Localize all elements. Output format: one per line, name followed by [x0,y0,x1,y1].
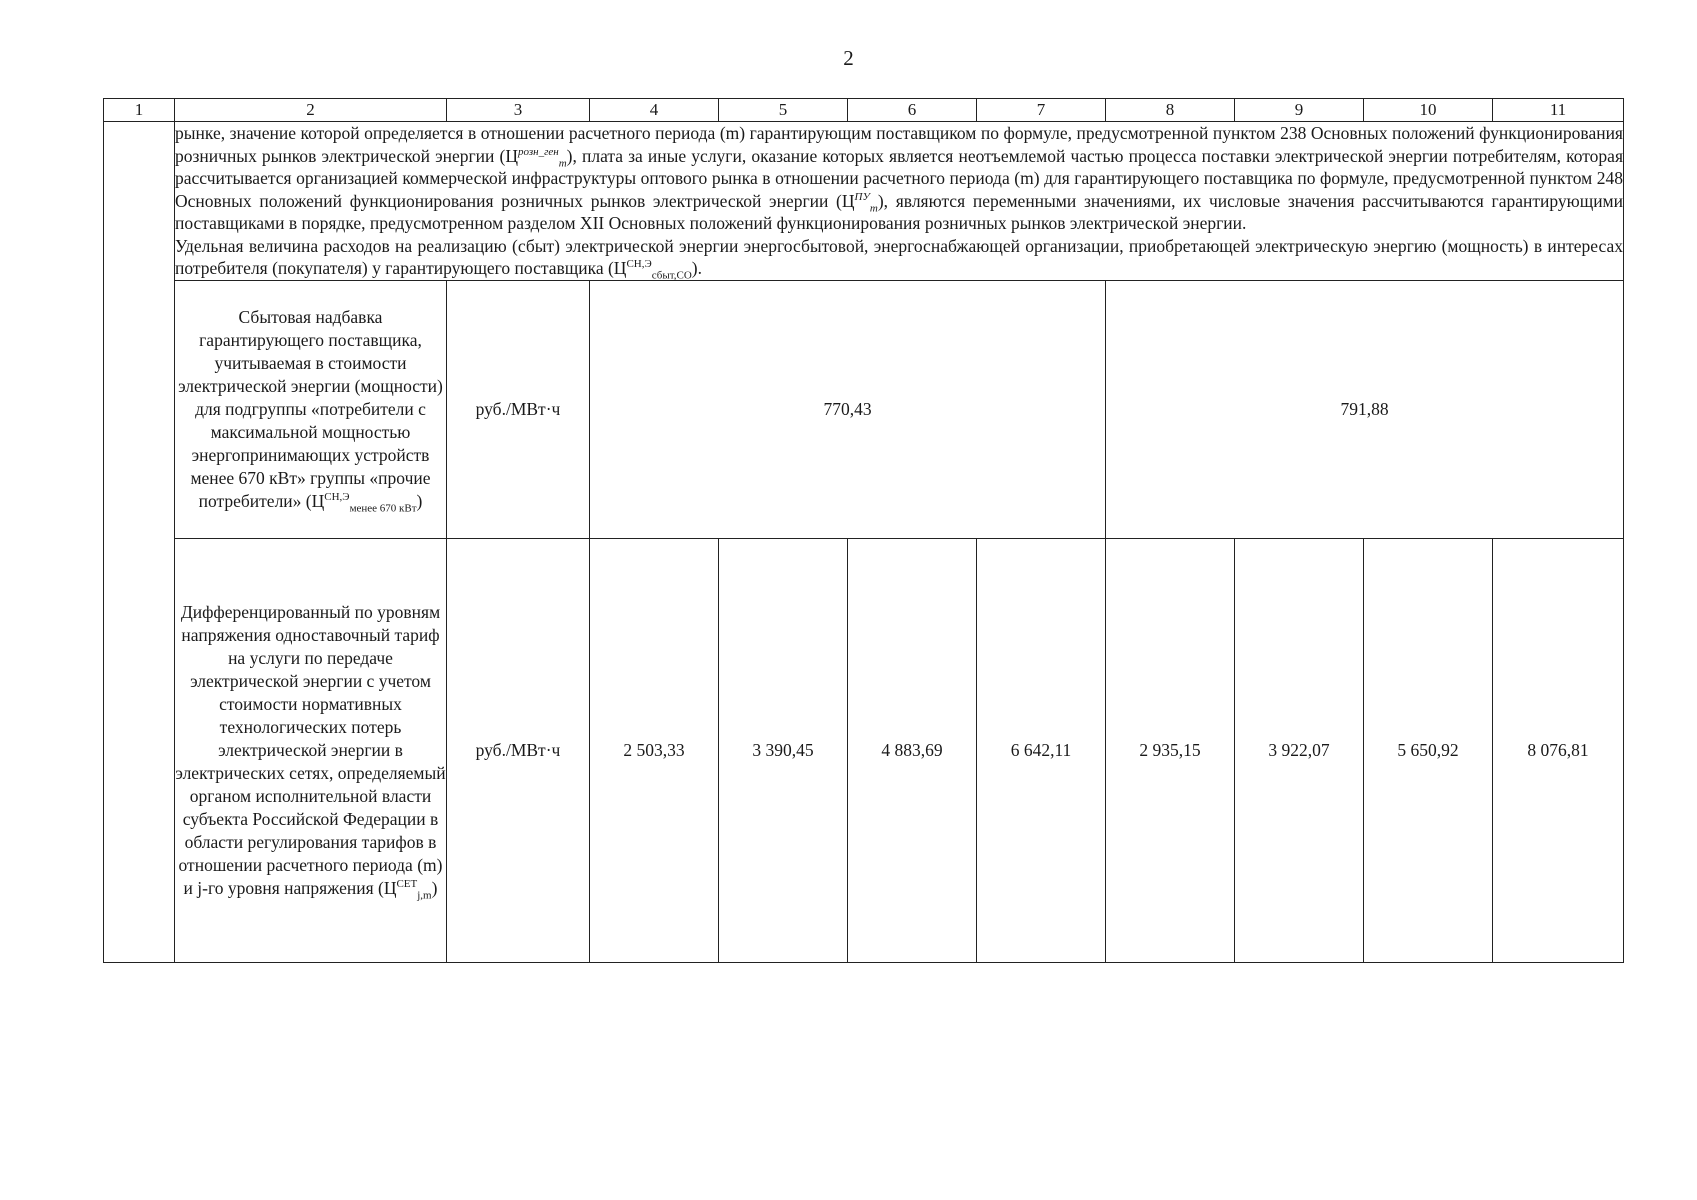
intro-paragraph: Удельная величина расходов на реализацию (сбыт) электрической энергии энергосбытовой, энергоснабжающей организации, приобретающей электрическую энергию (мощность) в интересах потребителя (покупателя) у гарантирующего поставщика $(Ц^{СН,Э}_{сбыт,СО})$. [175,235,1623,282]
tariff-value: 2 935,15 [1106,538,1235,962]
column-number: 3 [447,99,590,122]
symbol-m: $^{розн\_ген}_m$ [517,145,567,169]
column-number: 4 [590,99,719,122]
column-number: 9 [1235,99,1364,122]
column-number-row [104,99,1624,122]
tariff-value: 6 642,11 [977,538,1106,962]
intro-paragraph: рынке, значение которой определяется в отношении расчетного периода (m) гарантирующим поставщиком по формуле, предусмотренной пунктом 238 Основных положений функционирования розничных рынков электрической энергии $(Ц^{розн\_ген}_m)$, плата за иные услуги, оказание которых является неотъемлемой частью процесса поставки электрической энергии потребителям, которая рассчитывается организацией коммерческой инфраструктуры оптового рынка в отношении расчетного периода (m) для гарантирующего поставщика по формуле, предусмотренной пунктом 248 Основных положений функционирования розничных рынков электрической энергии $(Ц^{ПУ}_m)$, являются переменными значениями, их числовые значения рассчитываются гарантирующими поставщиками в порядке, предусмотренном разделом XII Основных положений функционирования розничных рынков электрической энергии. [175,123,1623,233]
column-number: 2 [175,99,447,122]
tariff-value: 3 922,07 [1235,538,1364,962]
tariff-value: 3 390,45 [719,538,848,962]
row-number-cell [104,122,175,963]
markup-value-first-half: 770,43 [590,280,1106,538]
intro-text-cell [175,122,1624,281]
tariff-row [104,538,1624,962]
page-number: 2 [843,46,854,70]
markup-description: Сбытовая надбавка гарантирующего поставщика, учитываемая в стоимости электрической энергии (мощности) для подгруппы «потребители с максимальной мощностью энергопринимающих устройств менее 670 кВт» группы «прочие потребители» $(Ц^{СН,Э}_{менее 670 кВт})$ [175,280,447,538]
column-number: 10 [1364,99,1493,122]
column-number: 11 [1493,99,1624,122]
tariff-value: 8 076,81 [1493,538,1624,962]
tariff-description: Дифференцированный по уровням напряжения одноставочный тариф на услуги по передаче электрической энергии с учетом стоимости нормативных технологических потерь электрической энергии в электрических сетях, определяемый органом исполнительной власти субъекта Российской Федерации в области регулирования тарифов в отношении расчетного периода (m) и j-го уровня напряжения $(Ц^{СЕТ}_{j,m})$ [175,538,447,962]
symbol-m: $^{ПУ}_m$ [854,190,878,214]
markup-unit: руб./МВт·ч [447,280,590,538]
tariff-value: 2 503,33 [590,538,719,962]
column-number: 6 [848,99,977,122]
tariff-table [103,98,1624,963]
tariff-value: 5 650,92 [1364,538,1493,962]
tariff-unit: руб./МВт·ч [447,538,590,962]
markup-value-second-half: 791,88 [1106,280,1624,538]
column-number: 8 [1106,99,1235,122]
column-number: 5 [719,99,848,122]
intro-text-row [104,122,1624,281]
column-number: 7 [977,99,1106,122]
column-number: 1 [104,99,175,122]
tariff-value: 4 883,69 [848,538,977,962]
markup-row [104,280,1624,538]
